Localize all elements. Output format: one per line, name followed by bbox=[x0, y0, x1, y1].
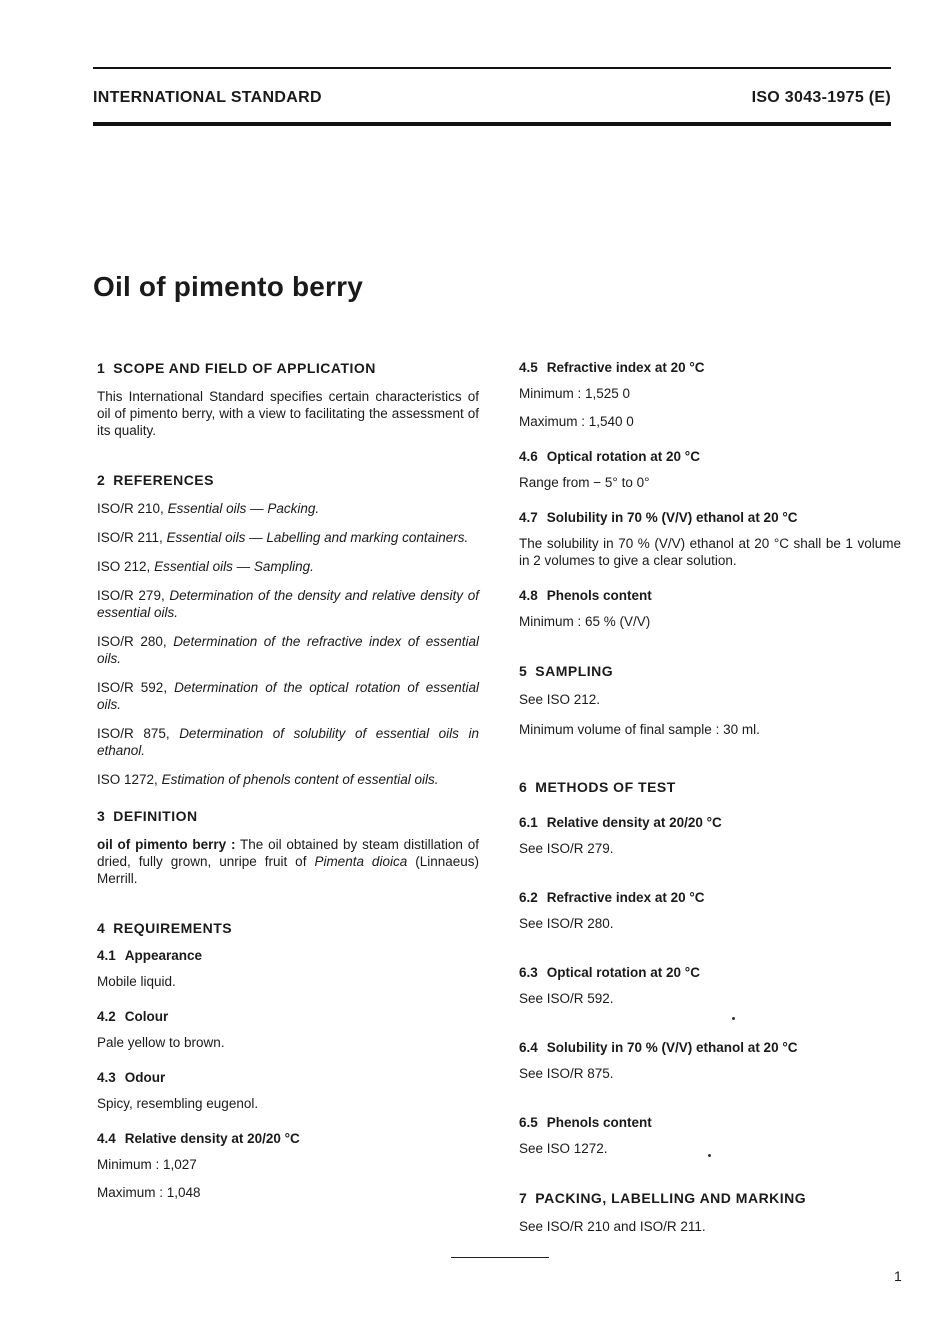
subsection-text: Maximum : 1,048 bbox=[97, 1185, 201, 1200]
header-bottom-rule bbox=[93, 122, 891, 126]
subsection-text: See ISO/R 279. bbox=[519, 841, 614, 856]
header-standard-number: ISO 3043-1975 (E) bbox=[751, 89, 891, 106]
footer-rule bbox=[451, 1257, 549, 1258]
header-standard-label: INTERNATIONAL STANDARD bbox=[93, 89, 322, 106]
subsection-text: Maximum : 1,540 0 bbox=[519, 414, 634, 429]
subsection-text: See ISO/R 875. bbox=[519, 1066, 614, 1081]
right-column bbox=[519, 360, 901, 1246]
reference-item: ISO 1272, Estimation of phenols content of essential oils. bbox=[97, 772, 439, 787]
subsection-heading: 4.1 Appearance bbox=[97, 948, 203, 963]
reference-item: ISO/R 875, Determination of solubility of essential oils in ethanol. bbox=[97, 726, 479, 758]
section-4-heading: 4 REQUIREMENTS bbox=[97, 920, 233, 936]
subsection-heading: 6.5 Phenols content bbox=[519, 1115, 652, 1130]
subsection-text: See ISO/R 592. bbox=[519, 991, 614, 1006]
subsection-heading: 4.4 Relative density at 20/20 °C bbox=[97, 1131, 300, 1146]
subsection-heading: 4.5 Refractive index at 20 °C bbox=[519, 360, 705, 375]
stray-mark bbox=[732, 1017, 735, 1020]
subsection-text: Spicy, resembling eugenol. bbox=[97, 1096, 259, 1111]
section-2-heading: 2 REFERENCES bbox=[97, 472, 214, 488]
subsection-heading: 6.4 Solubility in 70 % (V/V) ethanol at 20 °C bbox=[519, 1040, 798, 1055]
subsection-heading: 6.2 Refractive index at 20 °C bbox=[519, 890, 705, 905]
document-title: Oil of pimento berry bbox=[93, 271, 364, 302]
section-5-text: See ISO 212. bbox=[519, 692, 601, 707]
section-5-text: Minimum volume of final sample : 30 ml. bbox=[519, 722, 760, 737]
subsection-text: Mobile liquid. bbox=[97, 974, 176, 989]
subsection-text: Minimum : 1,027 bbox=[97, 1157, 197, 1172]
subsection-text: See ISO 1272. bbox=[519, 1141, 608, 1156]
subsection-heading: 4.7 Solubility in 70 % (V/V) ethanol at 20 °C bbox=[519, 510, 798, 525]
subsection-text: Pale yellow to brown. bbox=[97, 1035, 225, 1050]
subsection-heading: 4.2 Colour bbox=[97, 1009, 169, 1024]
subsection-text: Minimum : 1,525 0 bbox=[519, 386, 631, 401]
reference-item: ISO/R 592, Determination of the optical rotation of essential oils. bbox=[97, 680, 479, 712]
reference-item: ISO/R 279, Determination of the density and relative density of essential oils. bbox=[97, 588, 479, 620]
left-column bbox=[97, 360, 479, 1212]
subsection-heading: 4.6 Optical rotation at 20 °C bbox=[519, 449, 700, 464]
reference-item: ISO 212, Essential oils — Sampling. bbox=[97, 559, 314, 574]
stray-mark bbox=[708, 1154, 711, 1157]
section-1-heading: 1 SCOPE AND FIELD OF APPLICATION bbox=[97, 360, 376, 376]
subsection-heading: 4.8 Phenols content bbox=[519, 588, 652, 603]
section-7-heading: 7 PACKING, LABELLING AND MARKING bbox=[519, 1190, 807, 1206]
subsection-text: Minimum : 65 % (V/V) bbox=[519, 614, 651, 629]
reference-item: ISO/R 280, Determination of the refractive index of essential oils. bbox=[97, 634, 479, 666]
section-5-heading: 5 SAMPLING bbox=[519, 663, 614, 679]
subsection-heading: 6.3 Optical rotation at 20 °C bbox=[519, 965, 700, 980]
subsection-heading: 4.3 Odour bbox=[97, 1070, 166, 1085]
section-3-heading: 3 DEFINITION bbox=[97, 808, 198, 824]
section-6-heading: 6 METHODS OF TEST bbox=[519, 779, 676, 795]
subsection-text: See ISO/R 280. bbox=[519, 916, 614, 931]
section-7-text: See ISO/R 210 and ISO/R 211. bbox=[519, 1219, 706, 1234]
subsection-heading: 6.1 Relative density at 20/20 °C bbox=[519, 815, 722, 830]
subsection-text: Range from − 5° to 0° bbox=[519, 475, 650, 490]
reference-item: ISO/R 211, Essential oils — Labelling and marking containers. bbox=[97, 530, 469, 545]
definition-text: oil of pimento berry : The oil obtained by steam distillation of dried, fully grown, unripe fruit of Pimenta dioica (Linnaeus) Merrill. bbox=[97, 837, 479, 886]
section-1-text: This International Standard specifies certain characteristics of oil of pimento berry, with a view to facilitating the assessment of its quality. bbox=[97, 389, 479, 438]
reference-item: ISO/R 210, Essential oils — Packing. bbox=[97, 501, 320, 516]
page-number: 1 bbox=[894, 1268, 902, 1284]
subsection-text: The solubility in 70 % (V/V) ethanol at 20 °C shall be 1 volume in 2 volumes to give a clear solution. bbox=[519, 536, 901, 568]
header-top-rule bbox=[93, 67, 891, 69]
